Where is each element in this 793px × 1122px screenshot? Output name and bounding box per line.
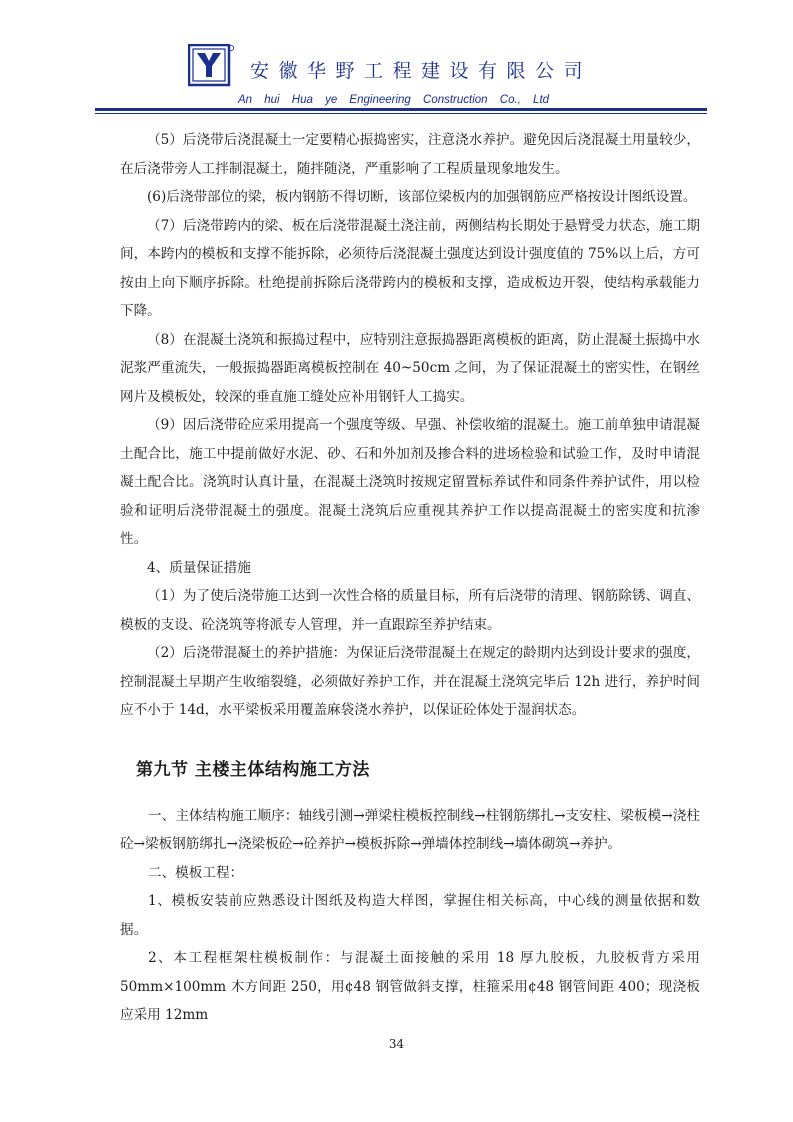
- page-header: [0, 0, 793, 120]
- paragraph-5: （5）后浇带后浇混凝土一定要精心振捣密实，注意浇水养护。避免因后浇混凝土用量较少，在后浇带旁人工拌制混凝土，随拌随浇，严重影响了工程质量现象地发生。: [120, 132, 700, 177]
- paragraph-6: (6)后浇带部位的梁，板内钢筋不得切断，该部位梁板内的加强钢筋应严格按设计图纸设置。: [147, 189, 697, 205]
- paragraph-quality-2: （2）后浇带混凝土的养护措施：为保证后浇带混凝土在规定的龄期内达到设计要求的强度，控制混凝土早期产生收缩裂缝，必须做好养护工作，并在混凝土浇筑完毕后 12h 进行，养护时间应不小于 14d，水平梁板采用覆盖麻袋浇水养护，以保证砼体处于湿润状态。: [120, 645, 700, 718]
- paragraph-8: （8）在混凝土浇筑和振捣过程中，应特别注意振捣器距离模板的距离，防止混凝土振捣中水泥浆严重流失，一般振捣器距离模板控制在 40~50cm 之间，为了保证混凝土的密实性，在钢丝网片及模板处，较深的垂直施工缝处应补用钢钎人工捣实。: [120, 331, 700, 405]
- paragraph-sequence: 一、主体结构施工顺序：轴线引测→弹梁柱模板控制线→柱钢筋绑扎→支安柱、梁板模→浇柱砼→梁板钢筋绑扎→浇梁板砼→砼养护→模板拆除→弹墙体控制线→墙体砌筑→养护。: [120, 807, 700, 852]
- subheading-quality-measures: 4、质量保证措施: [147, 559, 251, 576]
- header-divider-thin: [95, 113, 707, 114]
- subheading-formwork: 二、模板工程：: [148, 864, 244, 881]
- paragraph-7: （7）后浇带跨内的梁、板在后浇带混凝土浇注前，两侧结构长期处于悬臂受力状态，施工期间，本跨内的模板和支撑不能拆除，必须待后浇混凝土强度达到设计强度值的 75%以上后，方可按由上向下顺序拆除。杜绝提前拆除后浇带跨内的模板和支撑，造成板边开裂，使结构承载能力下降。: [120, 217, 700, 319]
- company-name-cn: 安徽华野工程建设有限公司: [250, 60, 593, 82]
- paragraph-formwork-2: 2、本工程框架柱模板制作：与混凝土面接触的采用 18 厚九胶板，九胶板背方采用 50mm×100mm 木方间距 250，用¢48 钢管做斜支撑，柱箍采用¢48 钢管间距 400；现浇板应采用 12mm: [120, 950, 700, 1023]
- page-number: 34: [388, 1037, 405, 1051]
- paragraph-9: （9）因后浇带砼应采用提高一个强度等级、早强、补偿收缩的混凝土。施工前单独申请混凝土配合比，施工中提前做好水泥、砂、石和外加剂及掺合料的进场检验和试验工作，及时申请混凝土配合比。浇筑时认真计量，在混凝土浇筑时按规定留置标养试件和同条件养护试件，用以检验和证明后浇带混凝土的强度。混凝土浇筑后应重视其养护工作以提高混凝土的密实度和抗渗性。: [120, 417, 700, 547]
- document-body: [120, 126, 700, 1030]
- section-title: 第九节 主楼主体结构施工方法: [136, 759, 370, 780]
- company-name-en: An hui Hua ye Engineering Construction Co., Ltd: [238, 94, 550, 106]
- company-logo-icon: [188, 44, 234, 88]
- paragraph-quality-1: （1）为了使后浇带施工达到一次性合格的质量目标，所有后浇带的清理、钢筋除锈、调直、模板的支设、砼浇筑等将派专人管理，并一直跟踪至养护结束。: [120, 588, 700, 633]
- paragraph-formwork-1: 1、模板安装前应熟悉设计图纸及构造大样图，掌握住相关标高，中心线的测量依据和数据。: [120, 893, 700, 938]
- header-divider-thick: [95, 108, 707, 111]
